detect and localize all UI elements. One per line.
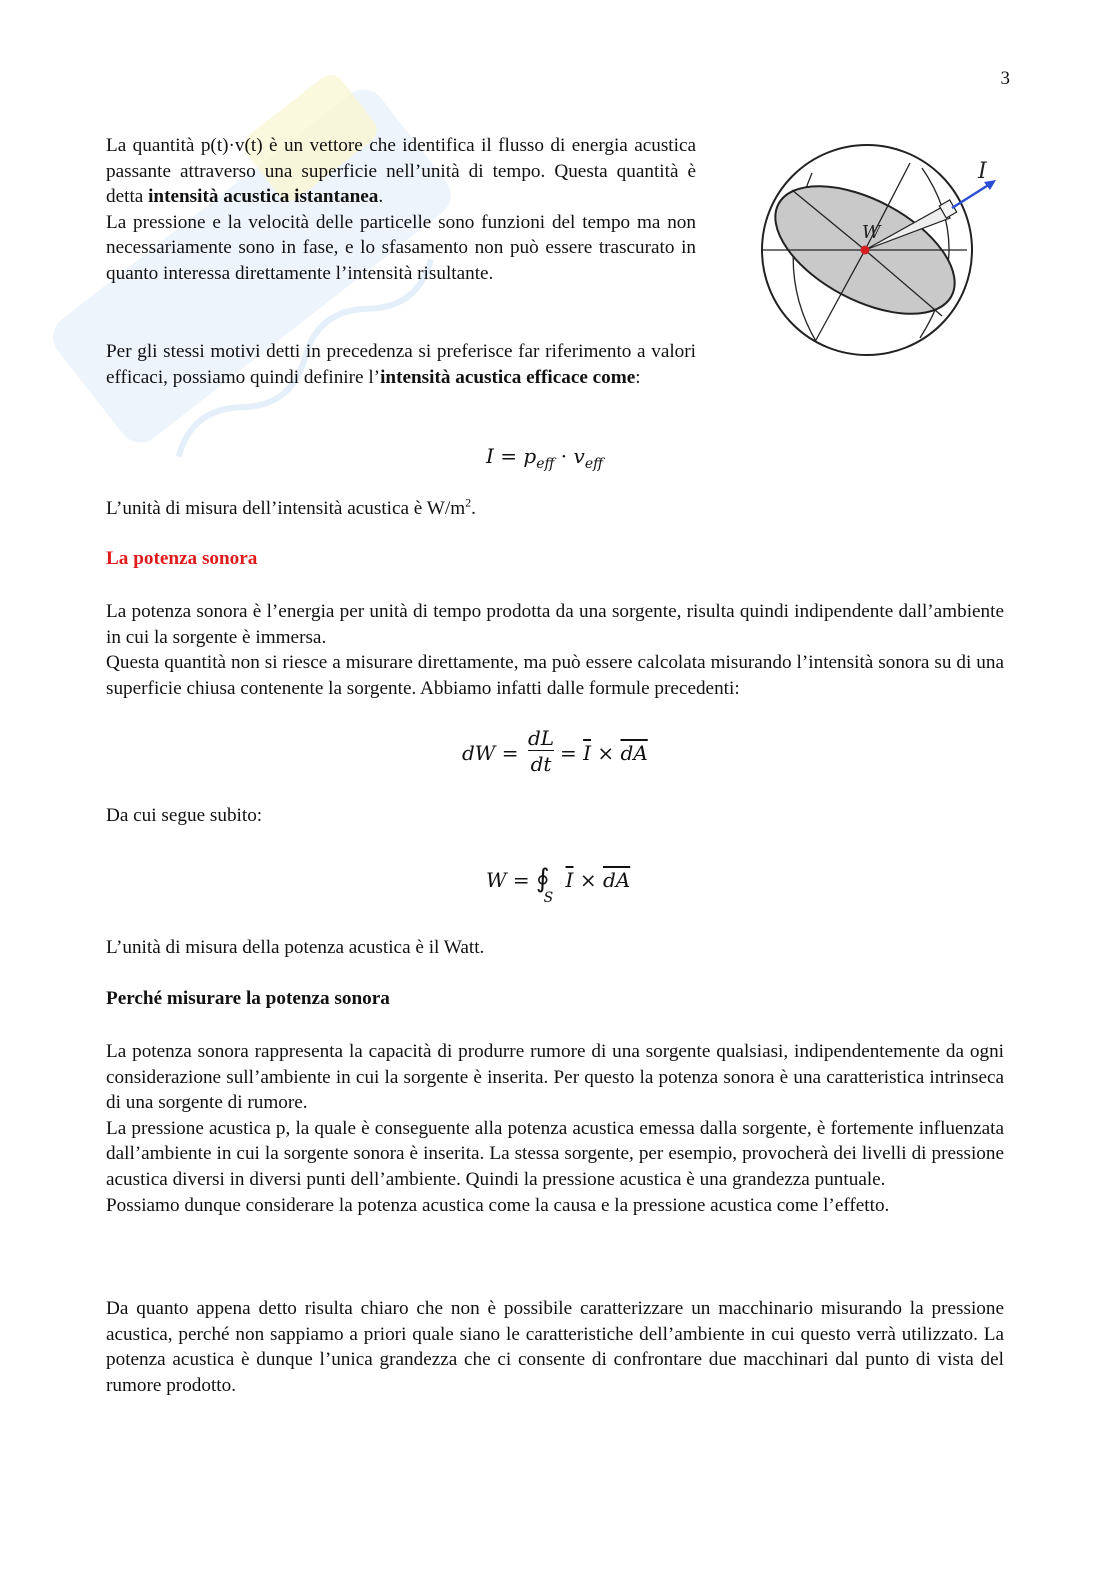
- heading-sound-power: La potenza sonora: [106, 548, 258, 569]
- paragraph-conclusion: Da quanto appena detto risulta chiaro che non è possibile caratterizzare un macchinario misurando la pressione acustica, perché non sappiamo a priori quale siano le caratteristiche dell’ambiente in cui questo verrà utilizzato. La potenza acustica è dunque l’unica grandezza che ci consente di confrontare due macchinari dal punto di vista del rumore prodotto.: [106, 1298, 1004, 1396]
- label-W: W: [862, 222, 881, 243]
- formula-effective-intensity: $I = p_{eff} \cdot v_{eff}$: [486, 444, 604, 472]
- page-number: 3: [1000, 68, 1010, 89]
- paragraph-sound-power-definition: La potenza sonora è l’energia per unità di tempo prodotta da una sorgente, risulta quindi indipendente dall’ambiente in cui la sorgente è immersa. Questa quantità non si riesce a misurare direttamente, ma può essere calcolata misurando l’intensità sonora su di una superficie chiusa contenente la sorgente. Abbiamo infatti dalle formule precedenti:: [106, 601, 1004, 699]
- heading-why-measure: Perché misurare la potenza sonora: [106, 988, 390, 1009]
- sphere-intensity-figure: [752, 138, 1007, 363]
- power-unit-text: L’unità di misura della potenza acustica è il Watt.: [106, 937, 485, 958]
- paragraph-effective-intensity: Per gli stessi motivi detti in precedenza si preferisce far riferimento a valori efficaci, possiamo quindi definire l’intensità acustica efficace come:: [106, 341, 696, 388]
- paragraph-instantaneous-intensity: La quantità p(t)·v(t) è un vettore che identifica il flusso di energia acustica passante attraverso una superficie nell’unità di tempo. Questa quantità è detta intensità acustica istantanea. La pressione e la velocità delle particelle sono funzioni del tempo ma non necessariamente sono in fase, e lo sfasamento non può essere trascurato in quanto interessa direttamente l’intensità risultante.: [106, 135, 696, 284]
- paragraph-why-measure: La potenza sonora rappresenta la capacità di produrre rumore di una sorgente qualsiasi, indipendentemente da ogni considerazione sull’ambiente in cui la sorgente è inserita. Per questo la potenza sonora è una caratteristica intrinseca di una sorgente di rumore. La pressione acustica p, la quale è conseguente alla potenza acustica emessa dalla sorgente, è fortemente influenzata dall’ambiente in cui la sorgente sonora è inserita. La stessa sorgente, per esempio, provocherà dei livelli di pressione acustica diversi in diversi punti dell’ambiente. Quindi la pressione acustica è una grandezza puntuale. Possiamo dunque considerare la potenza acustica come la causa e la pressione acustica come l’effetto.: [106, 1041, 1004, 1216]
- source-point: [861, 246, 870, 255]
- formula-W-integral: $W = ∮_S$ $\overline{I} \times \overline{dA}$: [486, 864, 631, 906]
- label-I: I: [978, 159, 987, 184]
- intensity-unit-text: L’unità di misura dell’intensità acustica è $W/m^2$.: [106, 495, 476, 519]
- text-from-which: Da cui segue subito:: [106, 805, 263, 826]
